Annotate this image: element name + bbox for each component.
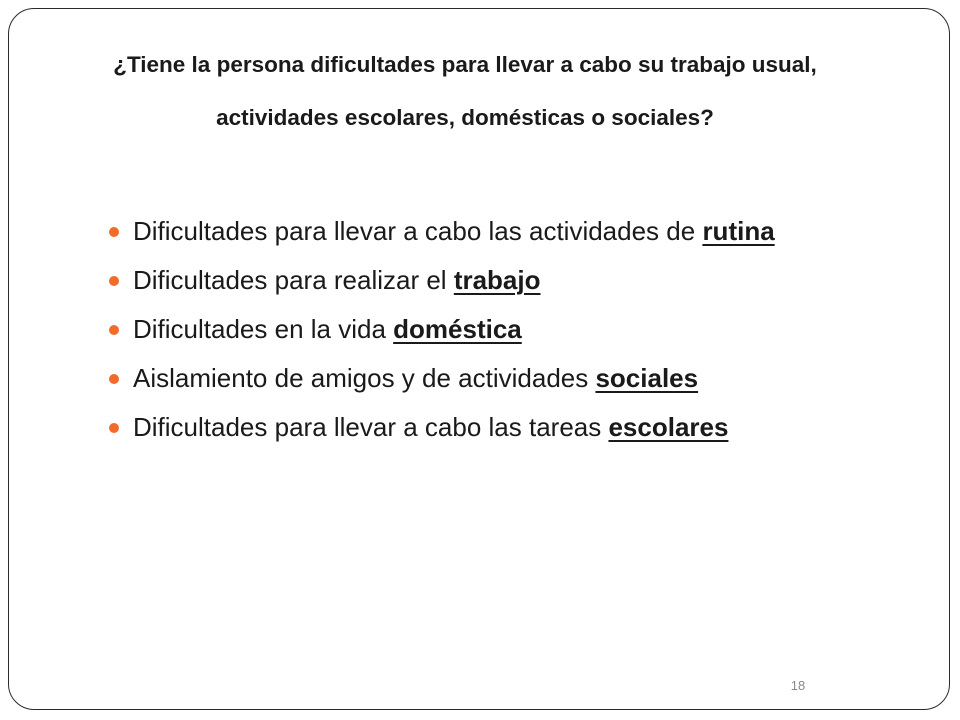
page-number: 18 bbox=[790, 678, 806, 693]
bullet-list bbox=[106, 214, 866, 459]
bullet-emphasis: trabajo bbox=[453, 265, 541, 295]
bullet-dot-icon bbox=[109, 276, 119, 286]
bullet-item bbox=[106, 361, 866, 396]
bullet-item bbox=[106, 263, 866, 298]
slide-title bbox=[0, 38, 930, 144]
bullet-text: Dificultades para realizar el bbox=[133, 265, 454, 295]
bullet-emphasis: sociales bbox=[595, 363, 699, 393]
title-line-1: ¿Tiene la persona dificultades para llevar a cabo su trabajo usual, bbox=[113, 52, 817, 77]
bullet-dot-icon bbox=[109, 423, 119, 433]
title-line-2: actividades escolares, domésticas o sociales? bbox=[216, 105, 714, 130]
bullet-emphasis: rutina bbox=[702, 216, 775, 246]
bullet-dot-icon bbox=[109, 374, 119, 384]
bullet-item bbox=[106, 410, 866, 445]
bullet-emphasis: escolares bbox=[608, 412, 729, 442]
bullet-item bbox=[106, 214, 866, 249]
bullet-emphasis: doméstica bbox=[393, 314, 522, 344]
bullet-text: Aislamiento de amigos y de actividades bbox=[133, 363, 596, 393]
bullet-text: Dificultades para llevar a cabo las actividades de bbox=[133, 216, 703, 246]
bullet-text: Dificultades en la vida bbox=[133, 314, 394, 344]
bullet-item bbox=[106, 312, 866, 347]
bullet-dot-icon bbox=[109, 325, 119, 335]
bullet-dot-icon bbox=[109, 227, 119, 237]
bullet-text: Dificultades para llevar a cabo las tareas bbox=[133, 412, 609, 442]
